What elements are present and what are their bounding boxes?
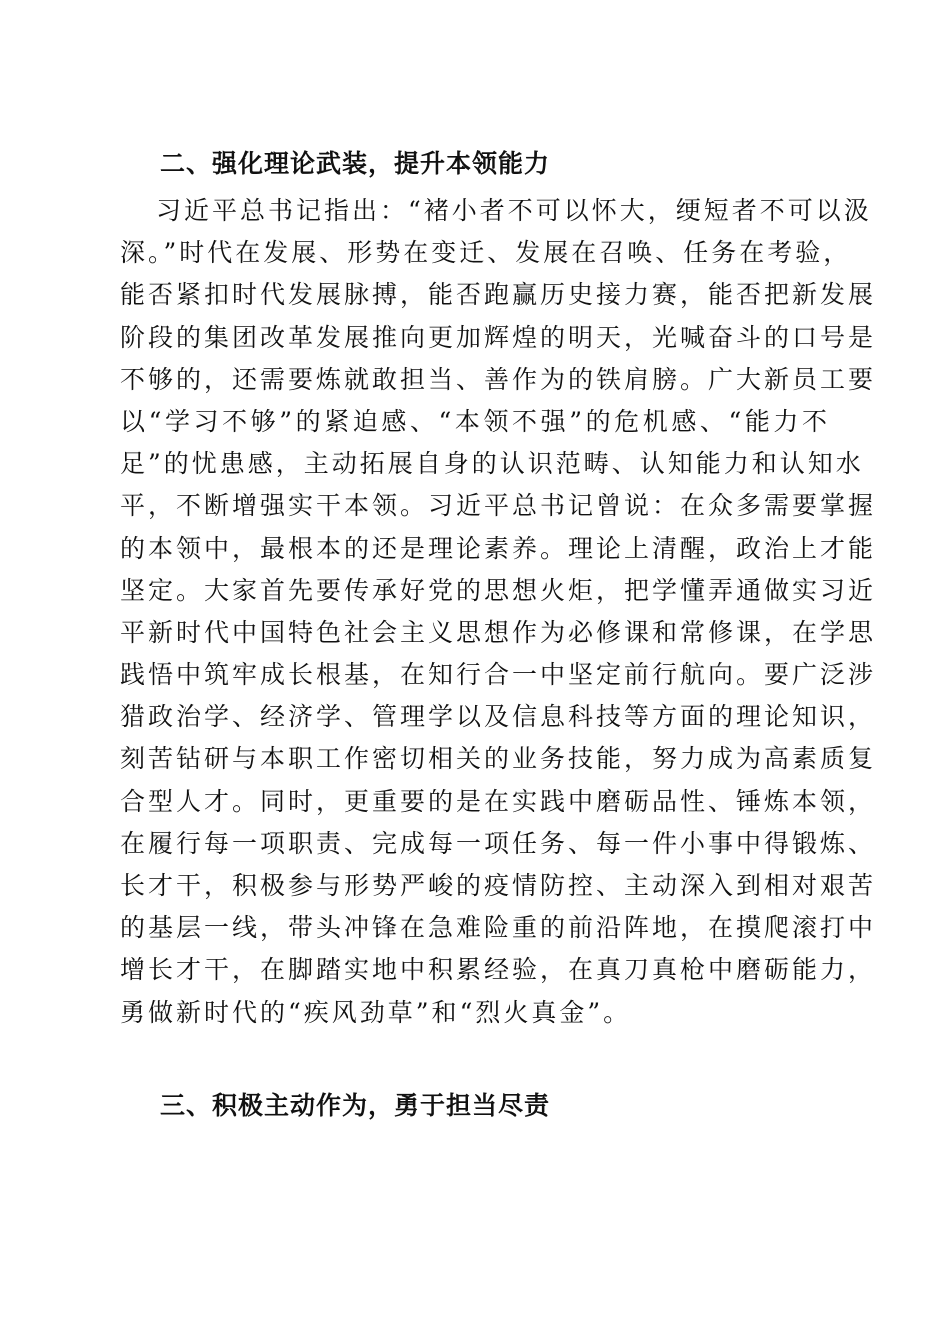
paragraph-line: 猎政治学、经济学、管理学以及信息科技等方面的理论知识， — [120, 702, 877, 732]
section-2-paragraph — [120, 190, 877, 1034]
paragraph-line: 勇做新时代的“疾风劲草”和“烈火真金”。 — [120, 997, 632, 1027]
paragraph-line: 践悟中筑牢成长根基，在知行合一中坚定前行航向。要广泛涉 — [120, 660, 877, 690]
paragraph-line: 习近平总书记指出：“褚小者不可以怀大，绠短者不可以汲 — [156, 196, 872, 225]
paragraph-line: 以“学习不够”的紧迫感、“本领不强”的危机感、“能力不 — [120, 406, 830, 436]
paragraph-line: 在履行每一项职责、完成每一项任务、每一件小事中得锻炼、 — [120, 828, 877, 858]
paragraph-line: 足”的忧患感，主动拓展自身的认识范畴、认知能力和认知水 — [120, 449, 864, 479]
paragraph-line: 深。”时代在发展、形势在变迁、发展在召唤、任务在考验， — [120, 238, 852, 268]
paragraph-line: 的基层一线，带头冲锋在急难险重的前沿阵地，在摸爬滚打中 — [120, 913, 877, 943]
paragraph-line: 平，不断增强实干本领。习近平总书记曾说：在众多需要掌握 — [120, 491, 877, 521]
paragraph-line: 阶段的集团改革发展推向更加辉煌的明天，光喊奋斗的口号是 — [120, 322, 877, 352]
paragraph-line: 坚定。大家首先要传承好党的思想火炬，把学懂弄通做实习近 — [120, 575, 877, 605]
paragraph-line: 平新时代中国特色社会主义思想作为必修课和常修课，在学思 — [120, 617, 877, 647]
paragraph-line: 增长才干，在脚踏实地中积累经验，在真刀真枪中磨砺能力， — [120, 955, 877, 985]
paragraph-line: 刻苦钻研与本职工作密切相关的业务技能，努力成为高素质复 — [120, 744, 877, 774]
paragraph-line: 能否紧扣时代发展脉搏，能否跑赢历史接力赛，能否把新发展 — [120, 280, 877, 310]
section-2-heading: 二、强化理论武装，提升本领能力 — [160, 149, 551, 178]
paragraph-line: 的本领中，最根本的还是理论素养。理论上清醒，政治上才能 — [120, 533, 877, 563]
paragraph-line: 不够的，还需要炼就敢担当、善作为的铁肩膀。广大新员工要 — [120, 364, 877, 394]
section-3-heading: 三、积极主动作为，勇于担当尽责 — [160, 1091, 551, 1120]
paragraph-line: 合型人才。同时，更重要的是在实践中磨砺品性、锤炼本领， — [120, 786, 877, 816]
paragraph-line: 长才干，积极参与形势严峻的疫情防控、主动深入到相对艰苦 — [120, 871, 877, 900]
